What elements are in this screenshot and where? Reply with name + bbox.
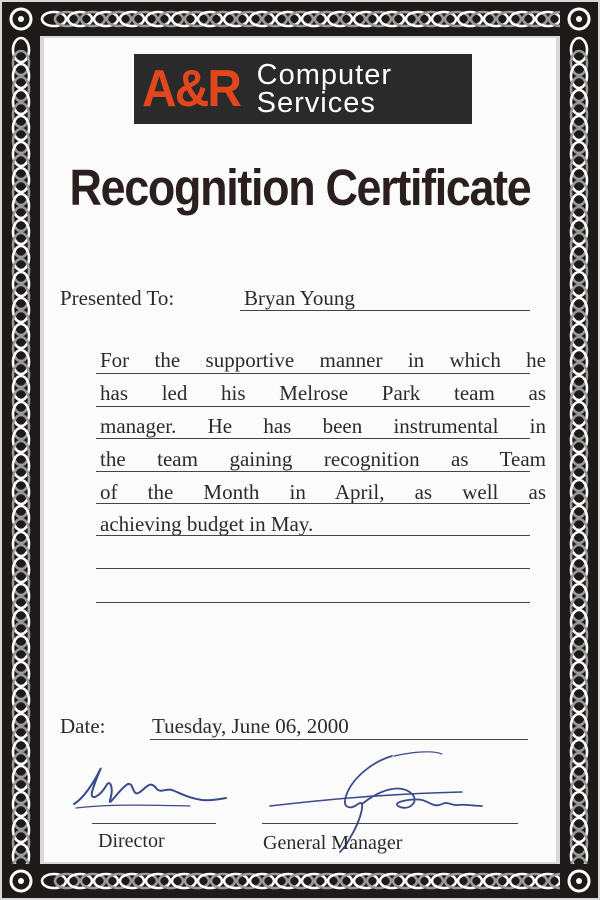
date-label: Date: [60,714,106,738]
director-signature-line [92,823,216,824]
corner-ornament-bottom-left [2,864,40,898]
citation-line: has led his Melrose Park team as [100,381,546,405]
citation-rule [96,471,530,472]
recipient-underline [240,310,530,311]
director-signature [70,758,230,818]
citation-rule [96,568,530,569]
citation-line: of the Month in April, as well as [100,480,546,504]
citation-rule [96,503,530,504]
citation-line: For the supportive manner in which he [100,348,546,372]
certificate-title: Recognition Certificate [69,159,531,216]
citation-rule [96,438,530,439]
date-underline [150,739,528,740]
director-caption: Director [98,830,165,852]
presented-to-label: Presented To: [60,286,175,310]
recipient-name: Bryan Young [244,286,355,310]
corner-ornament-top-right [560,2,598,36]
citation-line: achieving budget in May. [100,512,314,536]
citation-rule [96,535,530,536]
logo-line-services: Services [256,87,376,119]
general-manager-signature-line [262,823,518,824]
citation-line: the team gaining recognition as Team [100,447,546,471]
corner-ornament-bottom-right [560,864,598,898]
citation-rule [96,373,530,374]
citation-rule [96,406,530,407]
corner-ornament-top-left [2,2,40,36]
logo-line-computer: Computer [256,59,392,91]
company-logo [134,54,472,124]
logo-mark: A&R [142,60,241,118]
date-value: Tuesday, June 06, 2000 [152,714,349,738]
citation-rule [96,602,530,603]
citation-line: manager. He has been instrumental in [100,414,546,438]
general-manager-caption: General Manager [263,832,403,854]
logo-wordmark [257,61,392,117]
